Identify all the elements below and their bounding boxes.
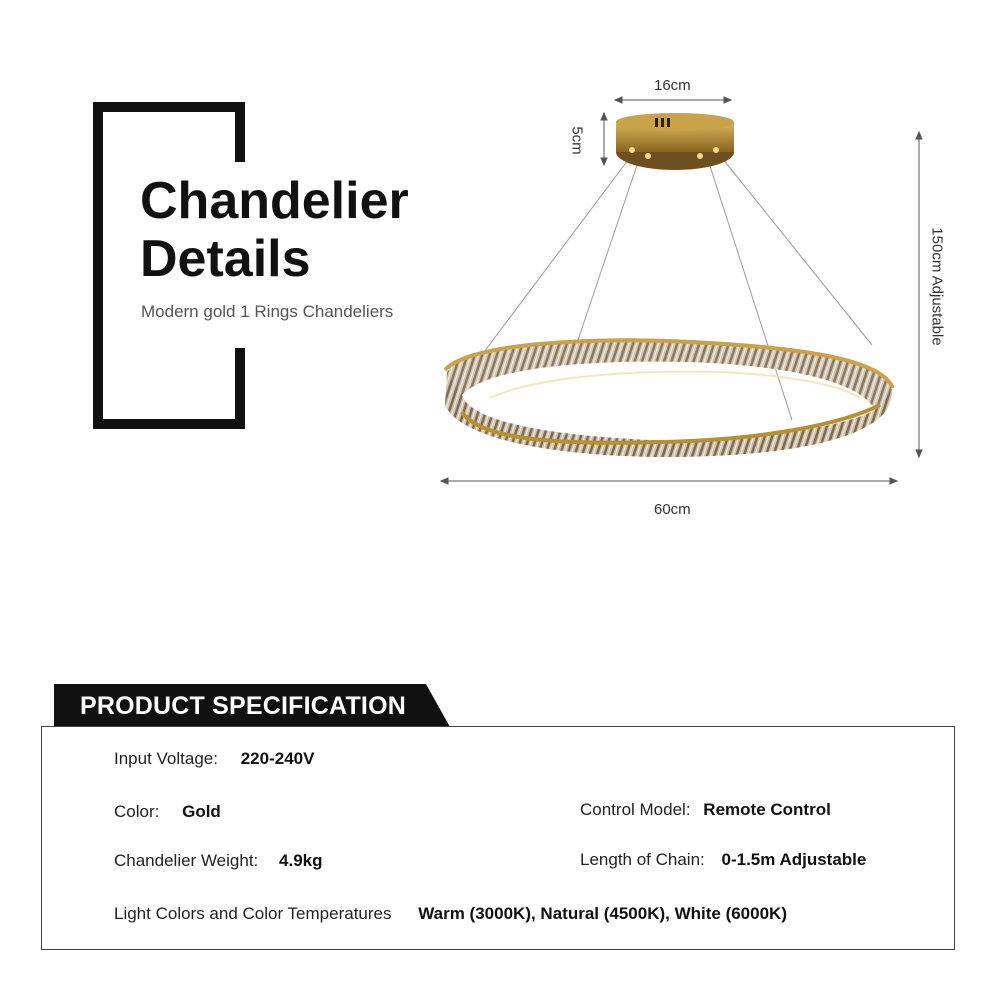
product-subtitle: Modern gold 1 Rings Chandeliers [141, 302, 394, 321]
spec-label: Color: [114, 802, 160, 821]
title-line-2: Details [140, 230, 311, 288]
spec-value: Gold [182, 802, 221, 821]
spec-value: 4.9kg [279, 851, 323, 870]
spec-weight [114, 851, 323, 871]
suspension-wires [484, 158, 872, 420]
spec-value: 220-240V [240, 749, 315, 768]
spec-light-colors [114, 904, 787, 924]
ring-width-arrow [441, 478, 897, 484]
spec-input-voltage [114, 749, 314, 769]
spec-label: Light Colors and Color Temperatures [114, 904, 392, 923]
hanging-height-arrow [916, 132, 922, 457]
canopy-width-arrow [615, 97, 731, 103]
spec-value: Warm (3000K), Natural (4500K), White (6000K) [418, 904, 787, 923]
spec-label: Input Voltage: [114, 749, 218, 768]
ring-width-label: 60cm [654, 501, 691, 518]
spec-chain-length [580, 850, 866, 870]
spec-value: Remote Control [703, 800, 831, 819]
hanging-height-label: 150cm Adjustable [928, 227, 946, 346]
spec-control-model [580, 800, 831, 820]
canopy-width-label: 16cm [654, 77, 691, 94]
spec-value: 0-1.5m Adjustable [721, 850, 867, 869]
spec-label: Control Model: [580, 800, 691, 819]
crystal-ring [445, 338, 893, 457]
canopy-height-arrow [601, 113, 607, 165]
spec-color [114, 802, 221, 822]
spec-heading: PRODUCT SPECIFICATION [80, 692, 406, 720]
canopy-height-label: 5cm [568, 126, 586, 155]
spec-label: Chandelier Weight: [114, 851, 259, 870]
spec-label: Length of Chain: [580, 850, 705, 869]
title-line-1: Chandelier [140, 172, 409, 230]
ceiling-canopy [616, 113, 734, 170]
